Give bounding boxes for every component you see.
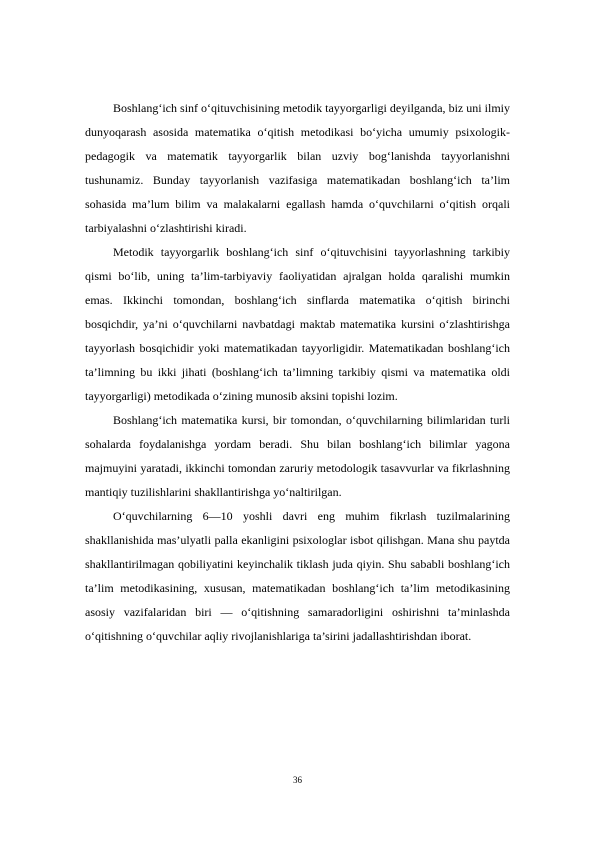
- main-text: [85, 96, 510, 648]
- paragraph-1: Boshlang‘ich sinf o‘qituvchisining metodik tayyorgarligi deyilganda, biz uni ilmiy dunyoqarash asosida matematika o‘qitish metodikasi bo‘yicha umumiy psixologik-pedagogik va matematik tayyorgarlik bilan uzviy bog‘lanishda tayyorlanishni tushunamiz. Bunday tayyorlanish vazifasiga matematikadan boshlang‘ich ta’lim sohasida ma’lum bilim va malakalarni egallash hamda o‘quvchilarni o‘qitish orqali tarbiyalashni o‘zlashtirishi kiradi.: [85, 101, 510, 235]
- paragraph-2: Metodik tayyorgarlik boshlang‘ich sinf o‘qituvchisini tayyorlashning tarkibiy qismi bo‘lib, uning ta’lim-tarbiyaviy faoliyatidan ajralgan holda qaralishi mumkin emas. Ikkinchi tomondan, boshlang‘ich sinflarda matematika o‘qitish birinchi bosqichdir, ya’ni o‘quvchilarni navbatdagi maktab matematika kursini o‘zlashtirishga tayyorlash bosqichidir yoki matematikadan tayyorligidir. Matematikadan boshlang‘ich ta’limning bu ikki jihati (boshlang‘ich ta’limning tarkibiy qismi va matematika oldi tayyorgarligi) metodikada o‘zining munosib aksini topishi lozim.: [85, 245, 510, 403]
- paragraph-4: O‘quvchilarning 6—10 yoshli davri eng muhim fikrlash tuzilmalarining shakllanishida mas’ulyatli palla ekanligini psixologlar isbot qilishgan. Mana shu paytda shakllantirilmagan qobiliyatini keyinchalik tiklash juda qiyin. Shu sababli boshlang‘ich ta’lim metodikasining, xususan, matematikadan boshlang‘ich ta’lim metodikasining asosiy vazifalaridan biri — o‘qitishning samaradorligini oshirishni ta’minlashda o‘qitishning o‘quvchilar aqliy rivojlanishlariga ta’sirini jadallashtirishdan iborat.: [85, 509, 510, 643]
- paragraph-3: Boshlang‘ich matematika kursi, bir tomondan, o‘quvchilarning bilimlaridan turli sohalarda foydalanishga yordam beradi. Shu bilan boshlang‘ich bilimlar yagona majmuyini yaratadi, ikkinchi tomondan zaruriy metodologik tasavvurlar va fikrlashning mantiqiy tuzilishlarini shakllantirishga yo‘naltirilgan.: [85, 413, 510, 499]
- page-number: 36: [293, 775, 302, 785]
